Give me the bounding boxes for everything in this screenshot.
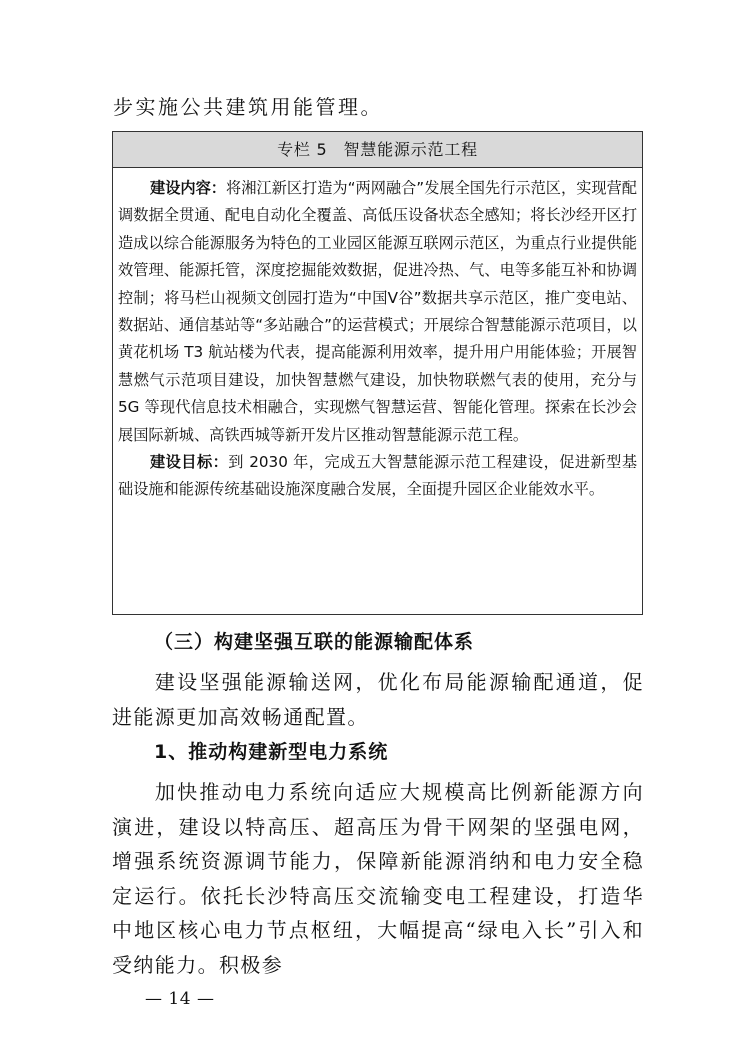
page-number: — 14 — <box>145 989 215 1009</box>
feature-box <box>112 131 643 615</box>
box-content-paragraph <box>118 175 637 449</box>
box-title: 智慧能源示范工程 <box>343 140 478 159</box>
box-target-text: 到 2030 年，完成五大智慧能源示范工程建设，促进新型基础设施和能源传统基础设施深度融合发展，全面提升园区企业能效水平。 <box>118 453 638 499</box>
box-title-bar <box>113 132 642 168</box>
body-paragraph-2-text: 加快推动电力系统向适应大规模高比例新能源方向演进，建设以特高压、超高压为骨干网架的坚强电网，增强系统资源调节能力，保障新能源消纳和电力安全稳定运行。依托长沙特高压交流输变电工程建设，打造华中地区核心电力节点枢纽，大幅提高“绿电入长”引入和受纳能力。积极参 <box>112 780 644 977</box>
box-content-label: 建设内容： <box>150 179 227 197</box>
box-target-paragraph <box>118 449 637 504</box>
box-content-text: 将湘江新区打造为“两网融合”发展全国先行示范区，实现营配调数据全贯通、配电自动化全覆盖、高低压设备状态全感知；将长沙经开区打造成以综合能源服务为特色的工业园区能源互联网示范区，为重点行业提供能效管理、能源托管，深度挖掘能效数据，促进冷热、气、电等多能互补和协调控制；将马栏山视频文创园打造为“中国Ⅴ谷”数据共享示范区，推广变电站、数据站、通信基站等“多站融合”的运营模式；开展综合智慧能源示范项目，以黄花机场 T3 航站楼为代表，提高能源利用效率，提升用户用能体验；开展智慧燃气示范项目建设，加快智慧燃气建设，加快物联燃气表的使用，充分与 5G 等现代信息技术相融合，实现燃气智慧运营、智能化管理。探索在长沙会展国际新城、高铁西城等新开发片区推动智慧能源示范工程。 <box>118 179 637 444</box>
body-paragraph-2 <box>112 775 644 982</box>
box-target-label: 建设目标： <box>150 453 229 472</box>
box-title-prefix: 专栏 5 <box>277 140 328 159</box>
section-title: （三）构建坚强互联的能源输配体系 <box>154 631 475 653</box>
box-body <box>113 168 642 504</box>
lead-line: 步实施公共建筑用能管理。 <box>113 95 383 119</box>
body-paragraph-1 <box>112 665 644 734</box>
body-paragraph-1-text: 建设坚强能源输送网，优化布局能源输配通道，促进能源更加高效畅通配置。 <box>112 670 644 729</box>
subsection-title: 1、推动构建新型电力系统 <box>154 741 389 763</box>
